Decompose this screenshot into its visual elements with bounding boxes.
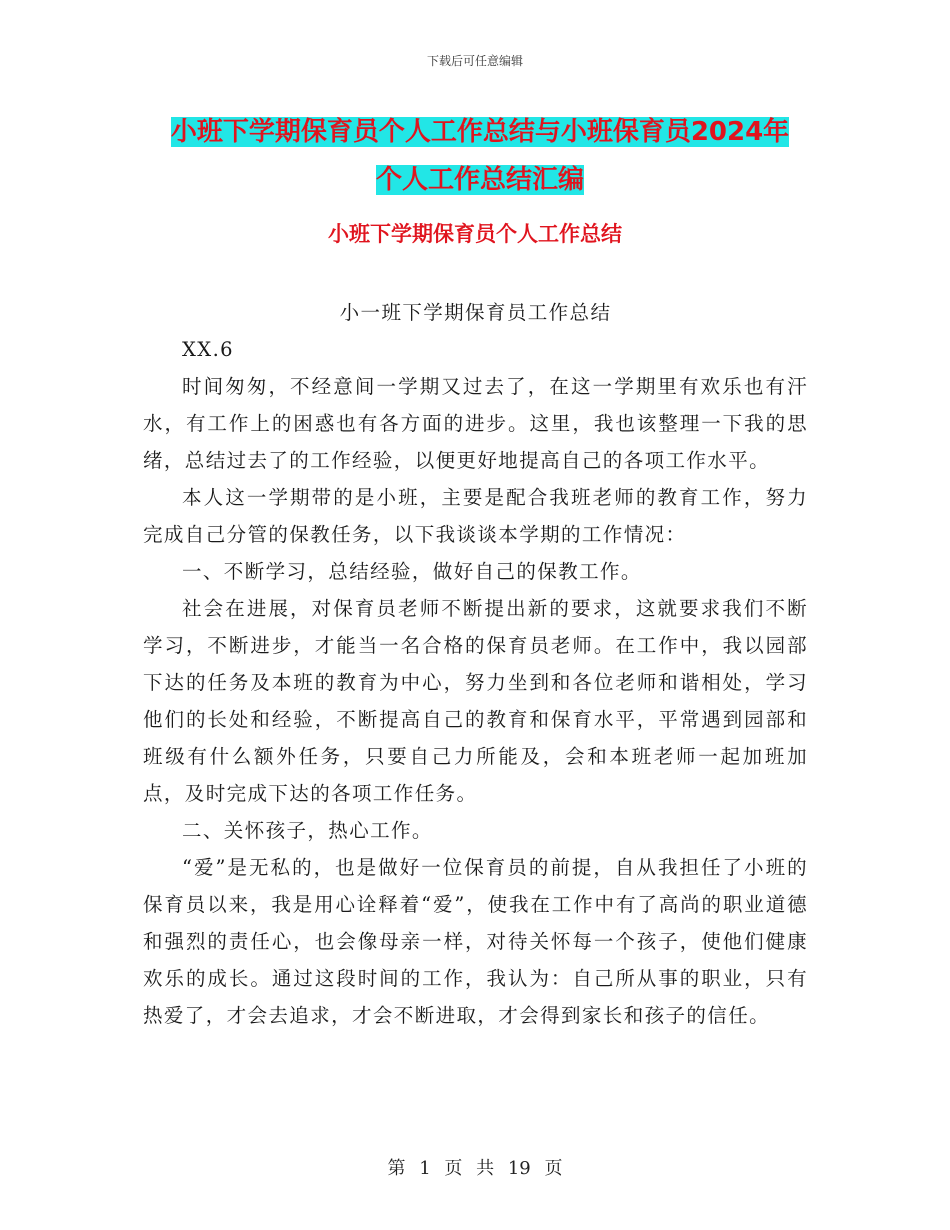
- header-note: 下载后可任意编辑: [426, 54, 523, 68]
- paragraph: “爱”是无私的，也是做好一位保育员的前提，自从我担任了小班的保育员以来，我是用心诠释着“爱”，使我在工作中有了高尚的职业道德和强烈的责任心，也会像母亲一样，对待关怀每一个孩子，使他们健康欢乐的成长。通过这段时间的工作，我认为：自己所从事的职业，只有热爱了，才会去追求，才会不断进取，才会得到家长和孩子的信任。: [143, 856, 808, 1027]
- page-footer: 第 1 页 共 19 页: [387, 1158, 563, 1179]
- document-title-line-2: 个人工作总结汇编: [375, 165, 584, 195]
- heading-point-2: 二、关怀孩子，热心工作。: [182, 819, 433, 842]
- paragraph: 时间匆匆，不经意间一学期又过去了，在这一学期里有欢乐也有汗水，有工作上的困惑也有各方面的进步。这里，我也该整理一下我的思绪，总结过去了的工作经验，以便更好地提高自己的各项工作水平。: [143, 375, 808, 472]
- document-title: [140, 108, 820, 204]
- paragraph: 社会在进展，对保育员老师不断提出新的要求，这就要求我们不断学习，不断进步，才能当一名合格的保育员老师。在工作中，我以园部下达的任务及本班的教育为中心，努力坐到和各位老师和谐相处，学习他们的长处和经验，不断提高自己的教育和保育水平，平常遇到园部和班级有什么额外任务，只要自己力所能及，会和本班老师一起加班加点，及时完成下达的各项工作任务。: [143, 597, 808, 805]
- date-line: XX.6: [182, 338, 234, 361]
- subtitle: 小一班下学期保育员工作总结: [339, 301, 612, 324]
- heading-point-1: 一、不断学习，总结经验，做好自己的保教工作。: [182, 560, 642, 583]
- paragraph: 本人这一学期带的是小班，主要是配合我班老师的教育工作，努力完成自己分管的保教任务，以下我谈谈本学期的工作情况：: [143, 486, 808, 546]
- document-title-line-1: 小班下学期保育员个人工作总结与小班保育员2024年: [170, 117, 790, 147]
- section-title: 小班下学期保育员个人工作总结: [328, 222, 622, 246]
- document-body: [143, 294, 808, 1034]
